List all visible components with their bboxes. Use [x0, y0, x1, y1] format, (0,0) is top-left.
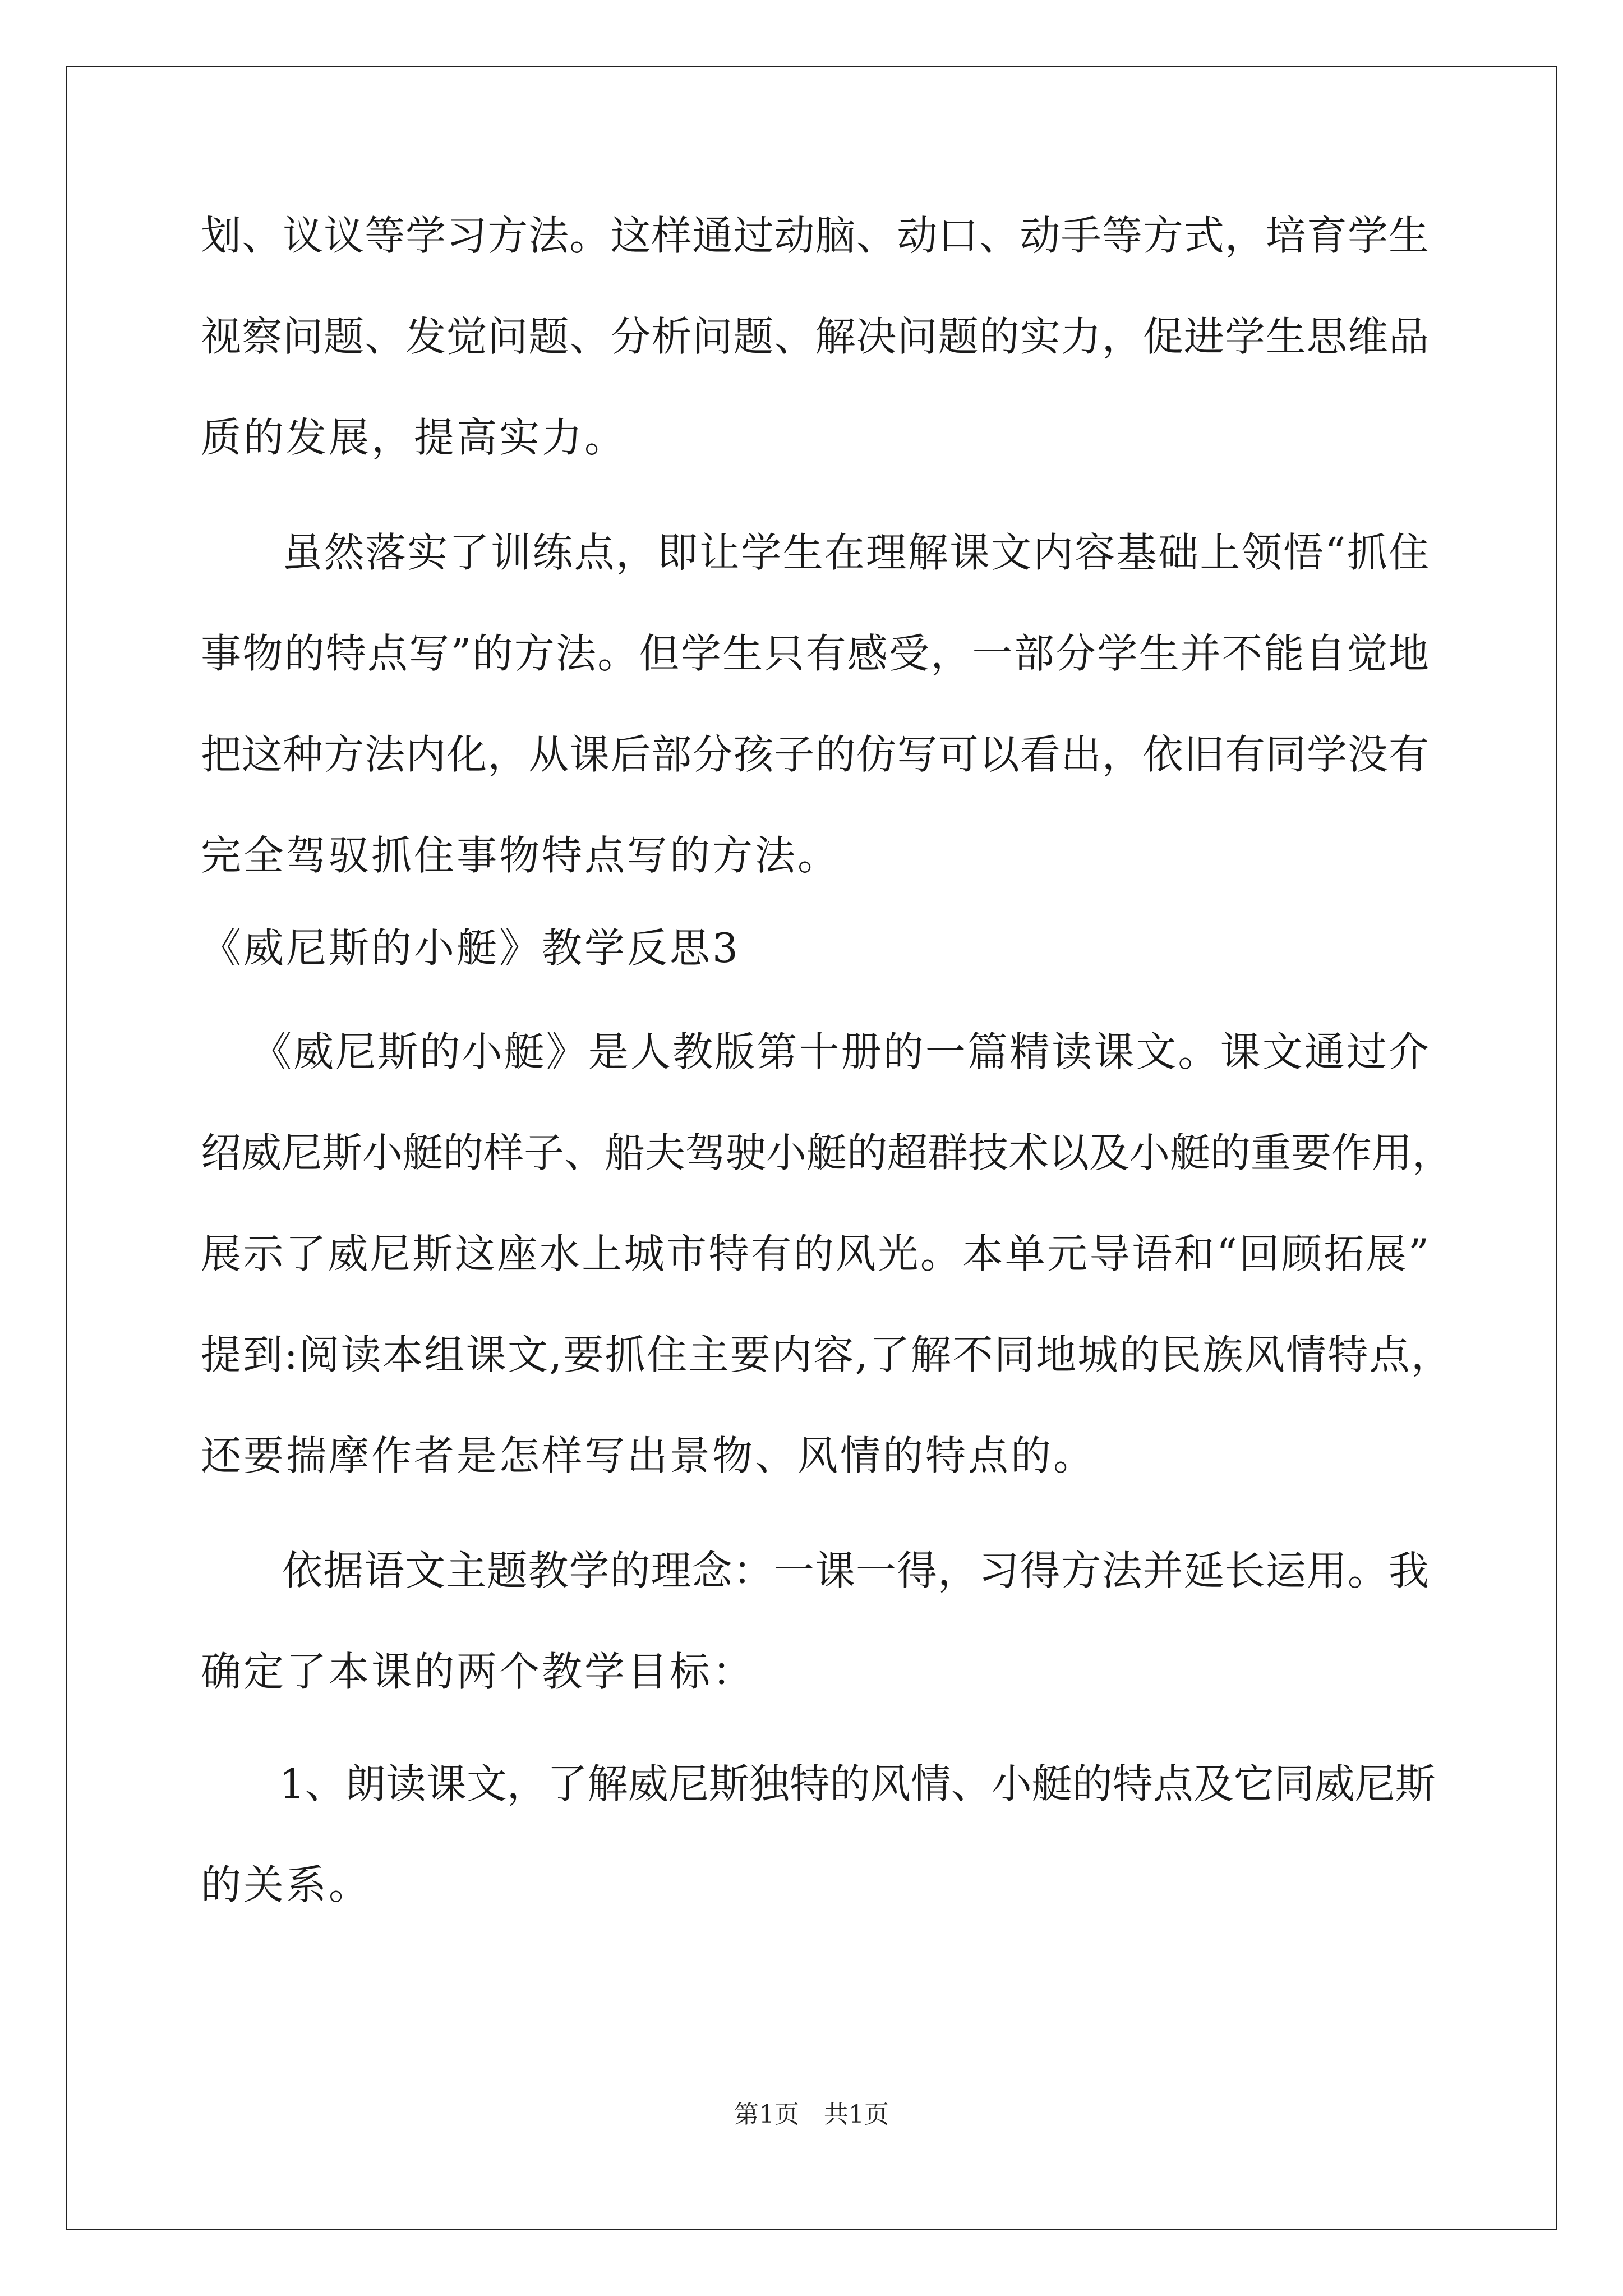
- paragraph-first-line: 依据语文主题教学的理念：一课一得，习得方法并延长运用。我: [282, 1547, 1429, 1594]
- text-line: 完全驾驭抓住事物特点写的方法。: [201, 832, 841, 879]
- text-line: 的关系。: [201, 1861, 372, 1908]
- text-line: 把这种方法内化，从课后部分孩子的仿写可以看出，依旧有同学没有: [201, 731, 1429, 778]
- paragraph-first-line: 《威尼斯的小艇》是人教版第十册的一篇精读课文。课文通过介: [251, 1028, 1429, 1075]
- text-line: 质的发展，提高实力。: [201, 414, 628, 461]
- text-line: 绍威尼斯小艇的样子、船夫驾驶小艇的超群技术以及小艇的重要作用，: [201, 1129, 1453, 1176]
- text-line: 确定了本课的两个教学目标：: [201, 1648, 755, 1695]
- text-line: 还要揣摩作者是怎样写出景物、风情的特点的。: [201, 1432, 1096, 1479]
- text-line: 提到:阅读本组课文,要抓住主要内容,了解不同地城的民族风情特点，: [201, 1331, 1451, 1378]
- page-footer: 第1页 共1页: [734, 2100, 889, 2129]
- text-line: 划、议议等学习方法。这样通过动脑、动口、动手等方式，培育学生: [201, 212, 1429, 259]
- paragraph-first-line: 虽然落实了训练点，即让学生在理解课文内容基础上领悟“抓住: [282, 529, 1429, 576]
- text-line: 展示了威尼斯这座水上城市特有的风光。本单元导语和“回顾拓展”: [201, 1230, 1429, 1277]
- section-heading: 《威尼斯的小艇》教学反思3: [201, 924, 740, 972]
- paragraph-first-line: 1、朗读课文，了解威尼斯独特的风情、小艇的特点及它同威尼斯: [279, 1760, 1436, 1807]
- text-line: 事物的特点写”的方法。但学生只有感受，一部分学生并不能自觉地: [201, 630, 1429, 677]
- text-line: 视察问题、发觉问题、分析问题、解决问题的实力，促进学生思维品: [201, 313, 1429, 360]
